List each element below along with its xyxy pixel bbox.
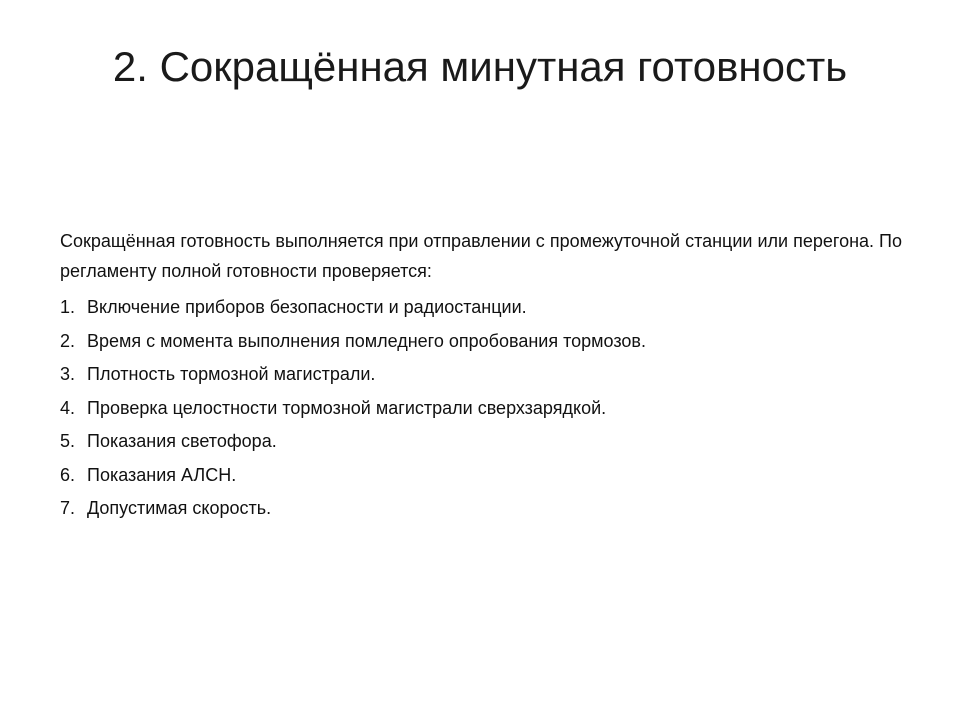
list-item-number: 3. (60, 364, 76, 384)
checklist (60, 294, 902, 521)
list-item-text: Показания светофора. (87, 431, 277, 451)
list-item-number: 2. (60, 330, 76, 351)
list-item (60, 395, 902, 421)
list-item-number: 7. (60, 498, 76, 518)
list-item-text: Проверка целостности тормозной магистрали сверхзарядкой. (87, 397, 607, 418)
list-item-number: 4. (60, 397, 76, 418)
list-item-text: Плотность тормозной магистрали. (87, 364, 376, 384)
list-item (60, 328, 902, 354)
list-item (60, 294, 902, 320)
list-item (60, 428, 902, 454)
list-item-number: 6. (60, 464, 76, 485)
intro-paragraph: Сокращённая готовность выполняется при отправлении с промежуточной станции или перегона. По регламенту полной готовности проверяется: (60, 231, 902, 281)
list-item (60, 495, 902, 521)
list-item-number: 1. (60, 297, 76, 317)
list-item-number: 5. (60, 431, 76, 451)
list-item (60, 462, 902, 488)
slide-title: 2. Сокращённая минутная готовность (112, 43, 848, 90)
list-item-text: Время с момента выполнения помледнего опробования тормозов. (87, 330, 646, 351)
list-item-text: Допустимая скорость. (87, 498, 272, 518)
slide-body (60, 226, 902, 529)
list-item-text: Включение приборов безопасности и радиостанции. (87, 297, 527, 317)
list-item (60, 361, 902, 387)
list-item-text: Показания АЛСН. (87, 464, 237, 485)
